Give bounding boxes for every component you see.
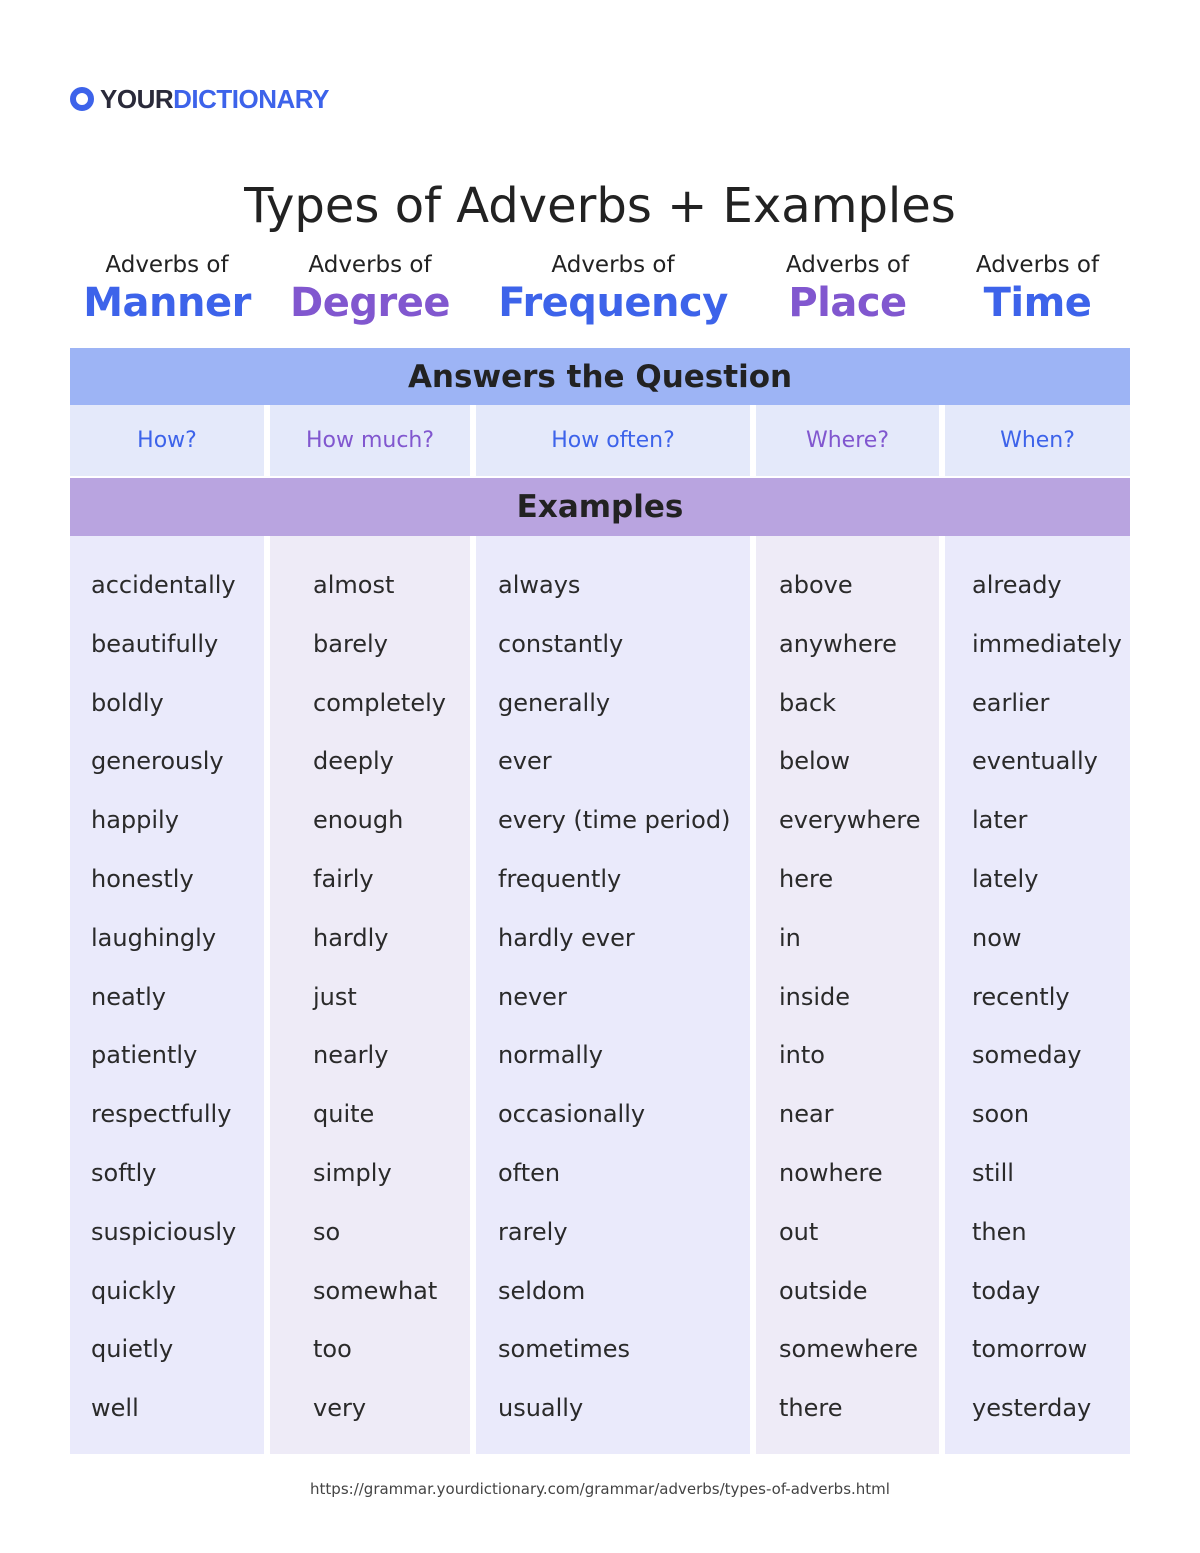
example-item: well bbox=[91, 1394, 139, 1423]
page-title: Types of Adverbs + Examples bbox=[244, 178, 956, 235]
examples-list bbox=[972, 556, 1122, 1438]
example-item: frequently bbox=[498, 864, 622, 893]
example-item: now bbox=[972, 923, 1022, 952]
example-item: anywhere bbox=[779, 629, 897, 658]
example-item: already bbox=[972, 571, 1062, 599]
example-item: nowhere bbox=[779, 1158, 883, 1187]
example-item: so bbox=[313, 1217, 341, 1246]
example-item: beautifully bbox=[91, 629, 219, 658]
example-item: simply bbox=[313, 1158, 392, 1187]
example-item: just bbox=[313, 982, 357, 1011]
example-item: someday bbox=[972, 1041, 1082, 1070]
example-item: outside bbox=[779, 1276, 868, 1305]
example-item: later bbox=[972, 806, 1028, 835]
example-item: normally bbox=[498, 1041, 603, 1070]
examples-list bbox=[91, 556, 236, 1438]
example-item: below bbox=[779, 747, 850, 776]
example-item: always bbox=[498, 571, 581, 599]
example-item: somewhere bbox=[779, 1335, 919, 1364]
example-item: respectfully bbox=[91, 1100, 232, 1129]
examples-cell bbox=[945, 536, 1130, 1454]
column-header: Adverbs of Degree bbox=[270, 250, 470, 345]
example-item: soon bbox=[972, 1100, 1030, 1129]
example-item: enough bbox=[313, 806, 404, 835]
examples-list bbox=[779, 556, 921, 1438]
column-header: Adverbs of Frequency bbox=[476, 250, 750, 345]
example-item: constantly bbox=[498, 629, 624, 658]
example-item: eventually bbox=[972, 747, 1098, 776]
example-item: boldly bbox=[91, 688, 164, 717]
column-header: Adverbs of Manner bbox=[70, 250, 264, 345]
example-item: into bbox=[779, 1041, 825, 1070]
example-item: yesterday bbox=[972, 1394, 1092, 1423]
question-cell: Where? bbox=[756, 405, 939, 476]
example-item: everywhere bbox=[779, 806, 921, 835]
example-item: happily bbox=[91, 806, 179, 835]
examples-cell bbox=[70, 536, 264, 1454]
column-time bbox=[945, 250, 1130, 1454]
example-item: quietly bbox=[91, 1335, 174, 1364]
column-place bbox=[756, 250, 939, 1454]
column-frequency bbox=[476, 250, 750, 1454]
examples-list bbox=[313, 556, 446, 1438]
example-item: suspiciously bbox=[91, 1217, 237, 1246]
logo-ring-icon bbox=[70, 87, 94, 111]
question-cell: How much? bbox=[270, 405, 470, 476]
example-item: deeply bbox=[313, 747, 394, 776]
example-item: nearly bbox=[313, 1041, 389, 1070]
example-item: neatly bbox=[91, 982, 166, 1011]
adverbs-table bbox=[70, 250, 1130, 1454]
column-title: Degree bbox=[290, 280, 450, 326]
example-item: still bbox=[972, 1158, 1014, 1187]
example-item: then bbox=[972, 1217, 1027, 1246]
example-item: back bbox=[779, 688, 837, 717]
column-header: Adverbs of Place bbox=[756, 250, 939, 345]
example-item: generally bbox=[498, 688, 611, 717]
examples-cell bbox=[476, 536, 750, 1454]
example-item: patiently bbox=[91, 1041, 198, 1070]
example-item: in bbox=[779, 923, 801, 952]
question-cell: When? bbox=[945, 405, 1130, 476]
column-manner bbox=[70, 250, 264, 1454]
column-title: Frequency bbox=[498, 280, 728, 326]
example-item: often bbox=[498, 1158, 561, 1187]
example-item: almost bbox=[313, 571, 395, 599]
example-item: too bbox=[313, 1335, 352, 1364]
example-item: occasionally bbox=[498, 1100, 646, 1129]
question-cell: How often? bbox=[476, 405, 750, 476]
example-item: tomorrow bbox=[972, 1335, 1088, 1364]
example-item: hardly ever bbox=[498, 923, 635, 952]
column-degree bbox=[270, 250, 470, 1454]
example-item: recently bbox=[972, 982, 1070, 1011]
example-item: softly bbox=[91, 1158, 157, 1187]
example-item: laughingly bbox=[91, 923, 217, 952]
example-item: quickly bbox=[91, 1276, 177, 1305]
example-item: above bbox=[779, 571, 853, 599]
example-item: honestly bbox=[91, 864, 194, 893]
brand-logo bbox=[70, 82, 329, 116]
column-title: Time bbox=[983, 280, 1092, 326]
example-item: out bbox=[779, 1217, 819, 1246]
examples-band: Examples bbox=[70, 478, 1130, 536]
question-cell: How? bbox=[70, 405, 264, 476]
logo-text: YOURDICTIONARY bbox=[100, 83, 329, 114]
example-item: there bbox=[779, 1394, 843, 1423]
examples-cell bbox=[270, 536, 470, 1454]
source-url[interactable]: https://grammar.yourdictionary.com/grammar/adverbs/types-of-adverbs.html bbox=[310, 1480, 890, 1498]
example-item: barely bbox=[313, 629, 388, 658]
example-item: lately bbox=[972, 864, 1039, 893]
examples-cell bbox=[756, 536, 939, 1454]
example-item: somewhat bbox=[313, 1276, 438, 1305]
example-item: today bbox=[972, 1276, 1041, 1305]
answers-question-band: Answers the Question bbox=[70, 348, 1130, 405]
example-item: accidentally bbox=[91, 571, 236, 599]
example-item: never bbox=[498, 982, 567, 1011]
column-title: Manner bbox=[83, 280, 251, 326]
example-item: very bbox=[313, 1394, 367, 1423]
example-item: seldom bbox=[498, 1276, 586, 1305]
example-item: immediately bbox=[972, 629, 1122, 658]
example-item: fairly bbox=[313, 864, 374, 893]
example-item: inside bbox=[779, 982, 851, 1011]
examples-list bbox=[498, 556, 730, 1438]
example-item: quite bbox=[313, 1100, 375, 1129]
example-item: ever bbox=[498, 747, 552, 776]
example-item: completely bbox=[313, 688, 446, 717]
column-header: Adverbs of Time bbox=[945, 250, 1130, 345]
example-item: hardly bbox=[313, 923, 389, 952]
example-item: every (time period) bbox=[498, 806, 731, 835]
example-item: near bbox=[779, 1100, 834, 1129]
example-item: generously bbox=[91, 747, 224, 776]
column-title: Place bbox=[788, 280, 907, 326]
example-item: sometimes bbox=[498, 1335, 631, 1364]
example-item: here bbox=[779, 864, 834, 893]
example-item: earlier bbox=[972, 688, 1050, 717]
example-item: usually bbox=[498, 1394, 584, 1423]
example-item: rarely bbox=[498, 1217, 568, 1246]
